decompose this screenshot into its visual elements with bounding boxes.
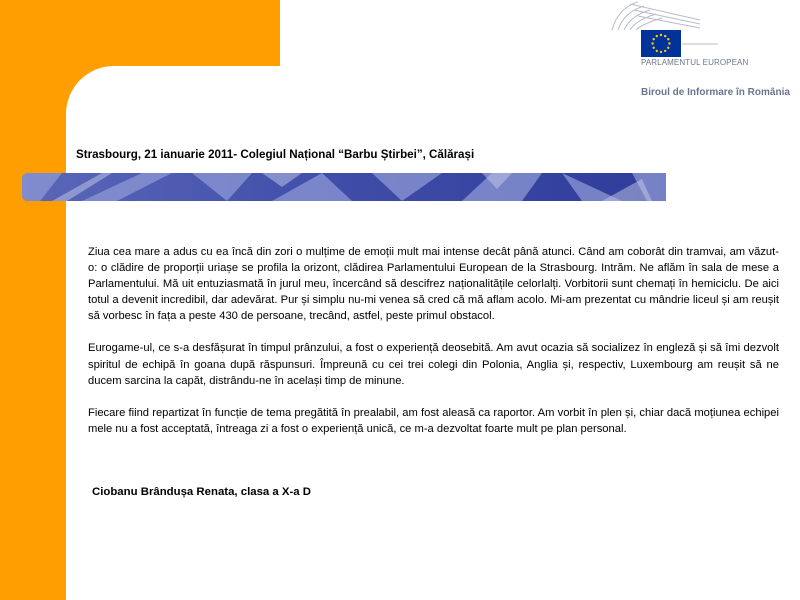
hemicycle-arcs-icon [600,0,800,60]
decorative-banner [22,173,666,201]
eu-flag-icon [641,30,681,57]
institution-name: PARLAMENTUL EUROPEAN [641,58,749,67]
document-title: Strasbourg, 21 ianuarie 2011- Colegiul Național “Barbu Știrbei”, Călărași [76,148,475,161]
author-signature: Ciobanu Brândușa Renata, clasa a X-a D [92,486,312,498]
office-name: Biroul de Informare în România [641,87,790,98]
paragraph: Fiecare fiind repartizat în funcție de tema pregătită în prealabil, am fost aleasă ca raportor. Am vorbit în plen și, chiar dacă moțiunea echipei mele nu a fost acceptată, întreaga zi a fost o experiență unică, ce m-a dezvoltat foarte mult pe plan personal. [88,406,779,435]
paragraph: Eurogame-ul, ce s-a desfășurat în timpul prânzului, a fost o experiență deosebită. Am avut ocazia să socializez în engleză și să îmi dezvolt spiritul de echipă în goana după răspunsuri. Împreună cu cei trei colegi din Polonia, Anglia și, respectiv, Luxembourg am reușit să ne ducem sarcina la capăt, distrându-ne în același timp de minune. [88,342,779,387]
ep-logo [600,0,800,110]
article-body [88,244,779,453]
paragraph: Ziua cea mare a adus cu ea încă din zori o mulțime de emoții mult mai intense decât până atunci. Când am coborât din tramvai, am văzut-o: o clădire de proporții uriașe se profila la orizont, clădirea Parlamentului European de la Strasbourg. Intrăm. Ne aflăm în sala de mese a Parlamentului. Mă uit entuziasmată în jurul meu, încercând să descifrez naționalitățile celorlalți. Vorbitorii sunt chemați în hemiciclu. De aici totul a devenit incredibil, dar adevărat. Pur și simplu nu-mi venea să cred că mă aflam acolo. Mi-am prezentat cu mândrie liceul și am reușit să vorbesc în fața a peste 430 de persoane, trecând, astfel, peste primul obstacol. [88,246,779,323]
